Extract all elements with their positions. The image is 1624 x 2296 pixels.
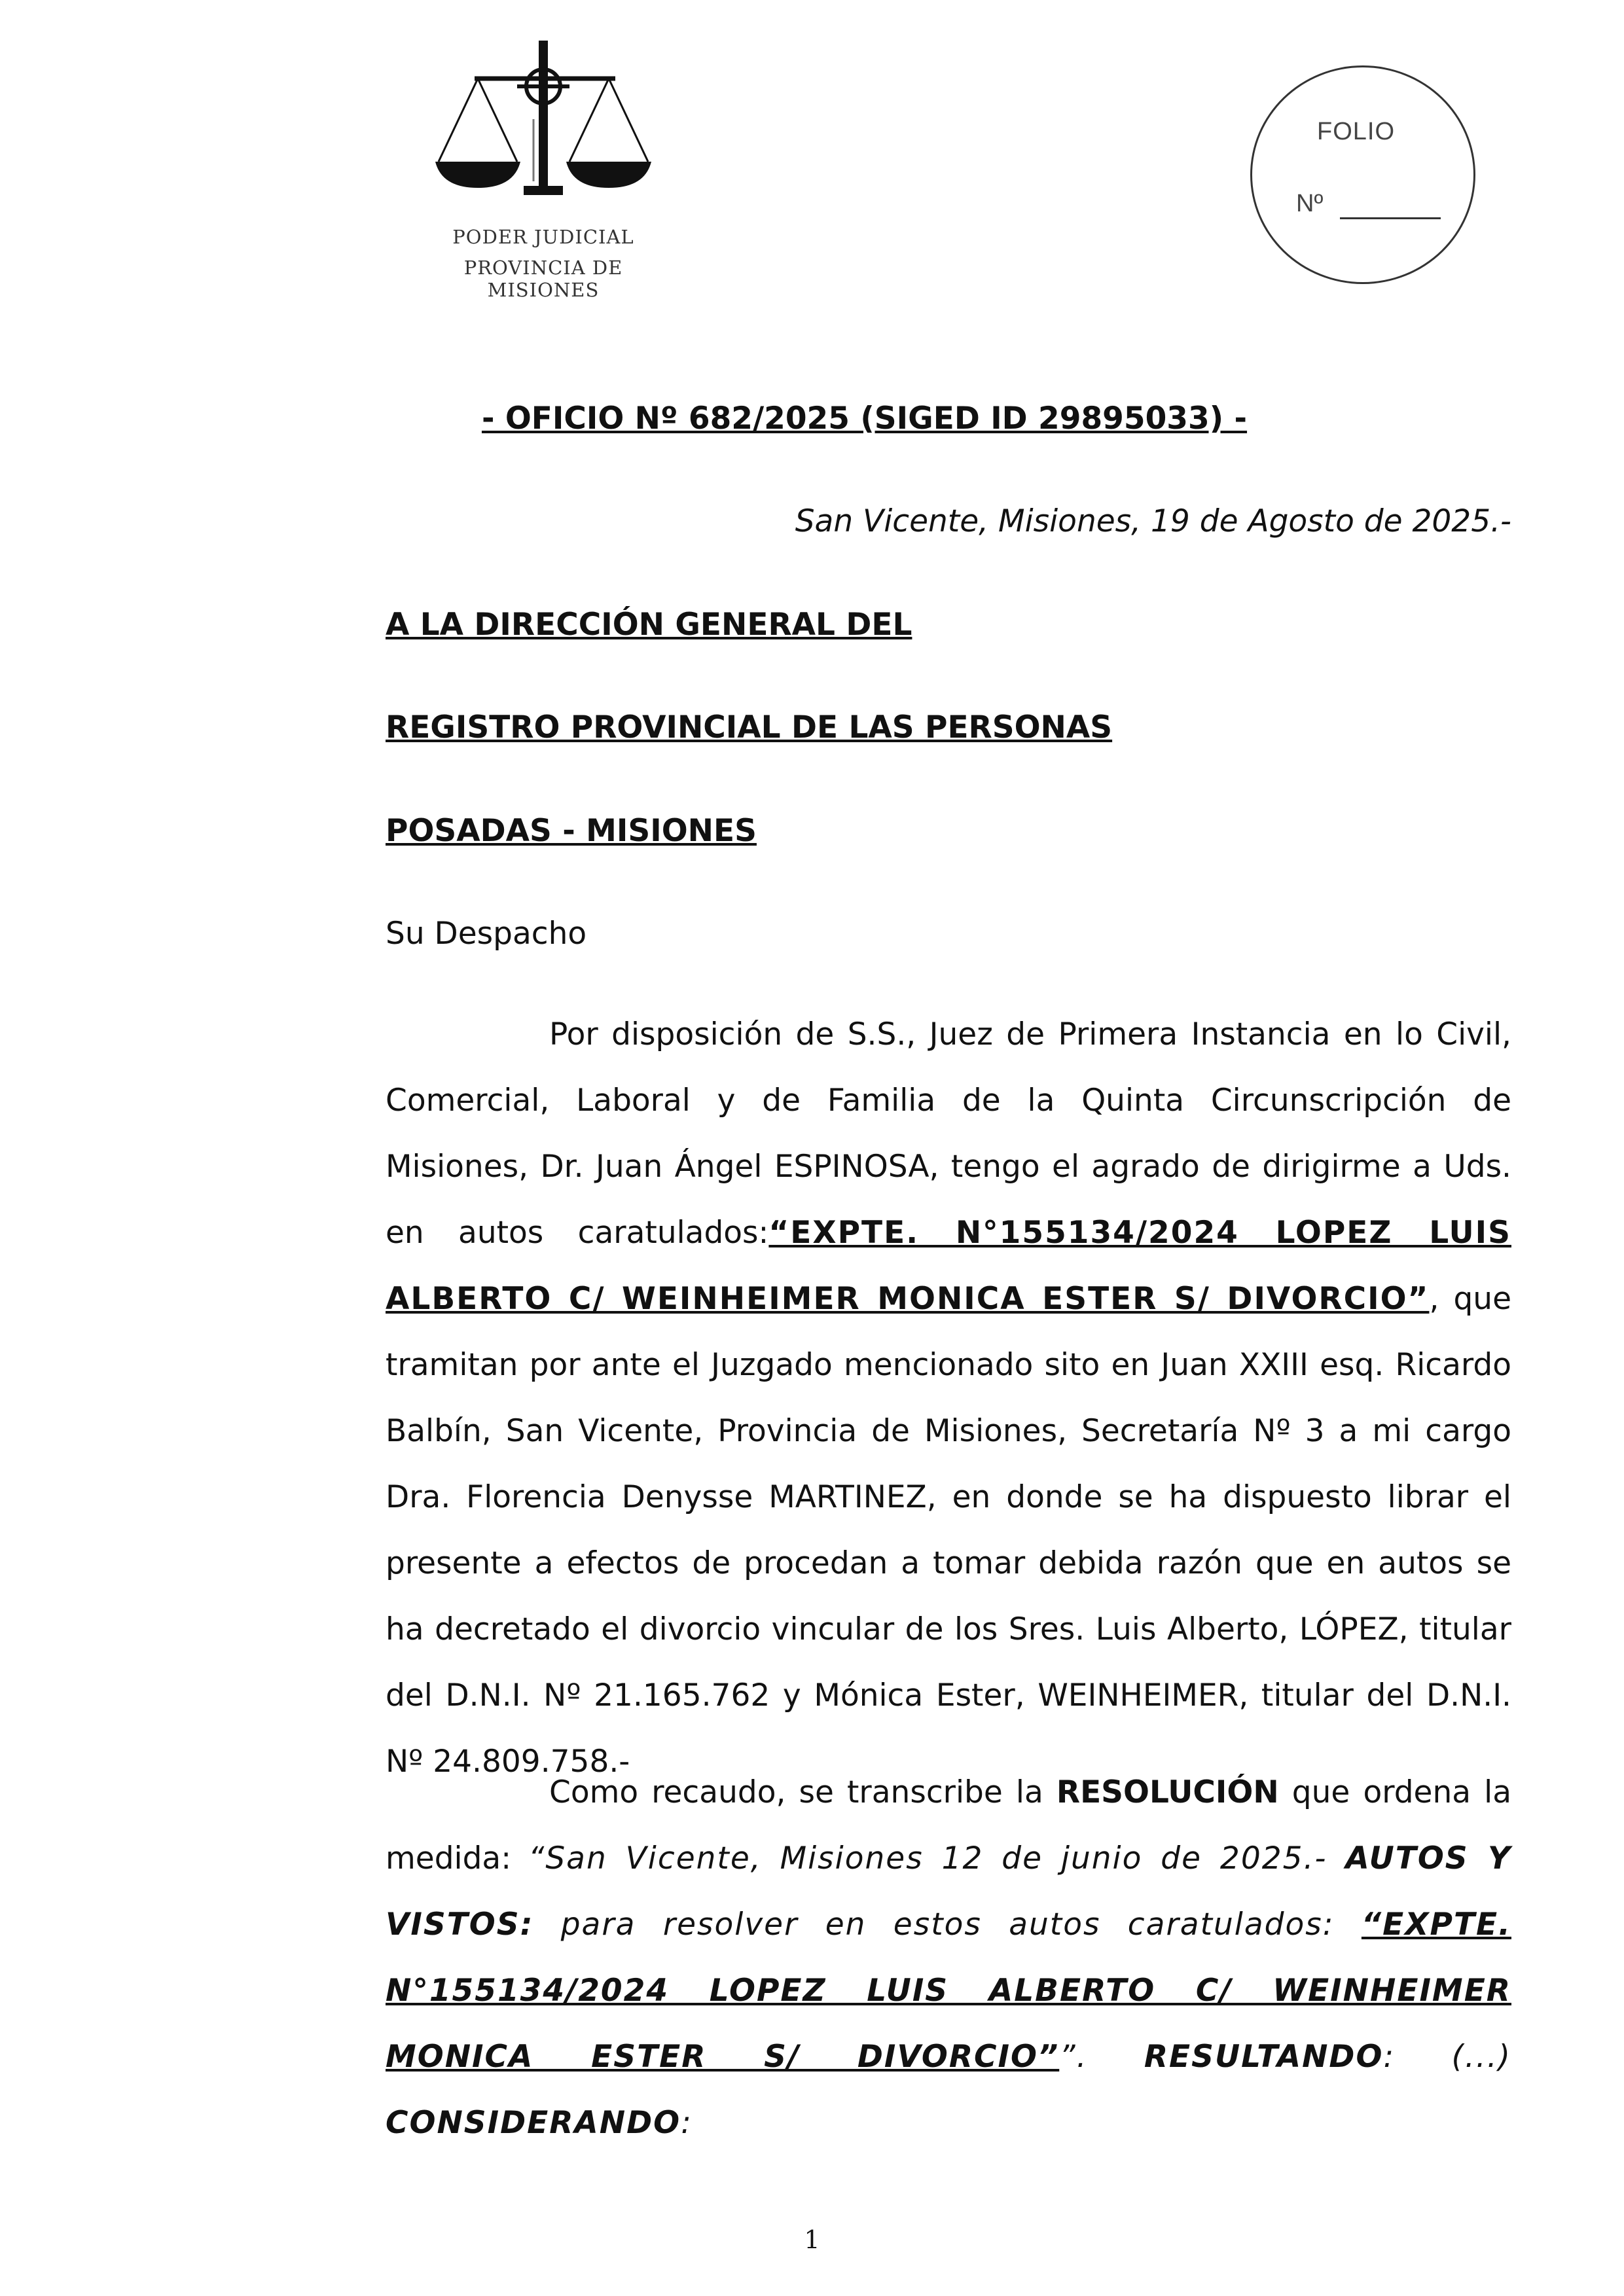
paragraph-2-autos-y-vistos: AUTOS Y VISTOS: bbox=[386, 1840, 1511, 1943]
folio-label: FOLIO bbox=[1317, 118, 1396, 145]
scales-of-justice-icon bbox=[435, 41, 651, 211]
paragraph-2-after-case: ”. bbox=[1059, 2039, 1144, 2075]
paragraph-2-after-resolution: que ordena la medida: bbox=[386, 1774, 1511, 1876]
paragraph-2-colon: : bbox=[681, 2105, 693, 2141]
seal-line-provincia: PROVINCIA DE MISIONES bbox=[463, 257, 623, 301]
paragraph-2-intro: Como recaudo, se transcribe la bbox=[549, 1774, 1056, 1810]
paragraph-2-ellipsis: : (...) bbox=[1383, 2039, 1512, 2075]
salutation: Su Despacho bbox=[386, 916, 587, 952]
paragraph-1-intro: Por disposición de S.S., Juez de Primera Instancia en lo Civil, Comercial, Laboral y de Familia de la Quinta Circunscripción de Misiones, Dr. Juan Ángel ESPINOSA, tengo el agrado de dirigirme a Uds. en autos caratulados: bbox=[386, 1016, 1511, 1251]
page-number: 1 bbox=[804, 2225, 820, 2254]
addressee-line-3: POSADAS - MISIONES bbox=[386, 813, 757, 849]
body-paragraph-1 bbox=[386, 1001, 1511, 1795]
place-date: San Vicente, Misiones, 19 de Agosto de 2025.- bbox=[795, 503, 1511, 539]
paragraph-1-rest: , que tramitan por ante el Juzgado mencionado sito en Juan XXIII esq. Ricardo Balbín, San Vicente, Provincia de Misiones, Secretaría Nº 3 a mi cargo Dra. Florencia Denysse MARTINEZ, en donde se ha dispuesto librar el presente a efectos de procedan a tomar debida razón que en autos se ha decretado el divorcio vincular de los Sres. Luis Alberto, LÓPEZ, titular del D.N.I. Nº 21.165.762 y Mónica Ester, WEINHEIMER, titular del D.N.I. Nº 24.809.758.- bbox=[386, 1281, 1511, 1780]
body-paragraph-2 bbox=[386, 1759, 1511, 2156]
folio-stamp-circle bbox=[1250, 65, 1475, 284]
folio-stamp bbox=[1250, 65, 1479, 288]
paragraph-2-quote-start: “San Vicente, Misiones 12 de junio de 2025.- bbox=[528, 1840, 1346, 1876]
paragraph-2-case-title: “EXPTE. N°155134/2024 LOPEZ LUIS ALBERTO C/ WEINHEIMER MONICA ESTER S/ DIVORCIO” bbox=[386, 1907, 1511, 2075]
paragraph-2-to-resolve: para resolver en estos autos caratulados: bbox=[533, 1907, 1362, 1943]
paragraph-2-resultando: RESULTANDO bbox=[1144, 2039, 1384, 2075]
office-title-text: - OFICIO Nº 682/2025 (SIGED ID 29895033) - bbox=[481, 401, 1248, 437]
addressee-line-2: REGISTRO PROVINCIAL DE LAS PERSONAS bbox=[386, 709, 1113, 745]
addressee-line-1: A LA DIRECCIÓN GENERAL DEL bbox=[386, 607, 912, 643]
judicial-seal-logo bbox=[406, 41, 681, 301]
office-title bbox=[0, 386, 1624, 452]
folio-number-label: Nº bbox=[1296, 190, 1324, 217]
paragraph-2-considerando: CONSIDERANDO bbox=[386, 2105, 681, 2141]
folio-number-blank-line bbox=[1340, 217, 1441, 219]
seal-line-poder-judicial: PODER JUDICIAL bbox=[452, 226, 634, 248]
paragraph-2-resolution-word: RESOLUCIÓN bbox=[1056, 1774, 1279, 1810]
paragraph-1-case-title: “EXPTE. N°155134/2024 LOPEZ LUIS ALBERTO C/ WEINHEIMER MONICA ESTER S/ DIVORCIO” bbox=[386, 1215, 1511, 1317]
